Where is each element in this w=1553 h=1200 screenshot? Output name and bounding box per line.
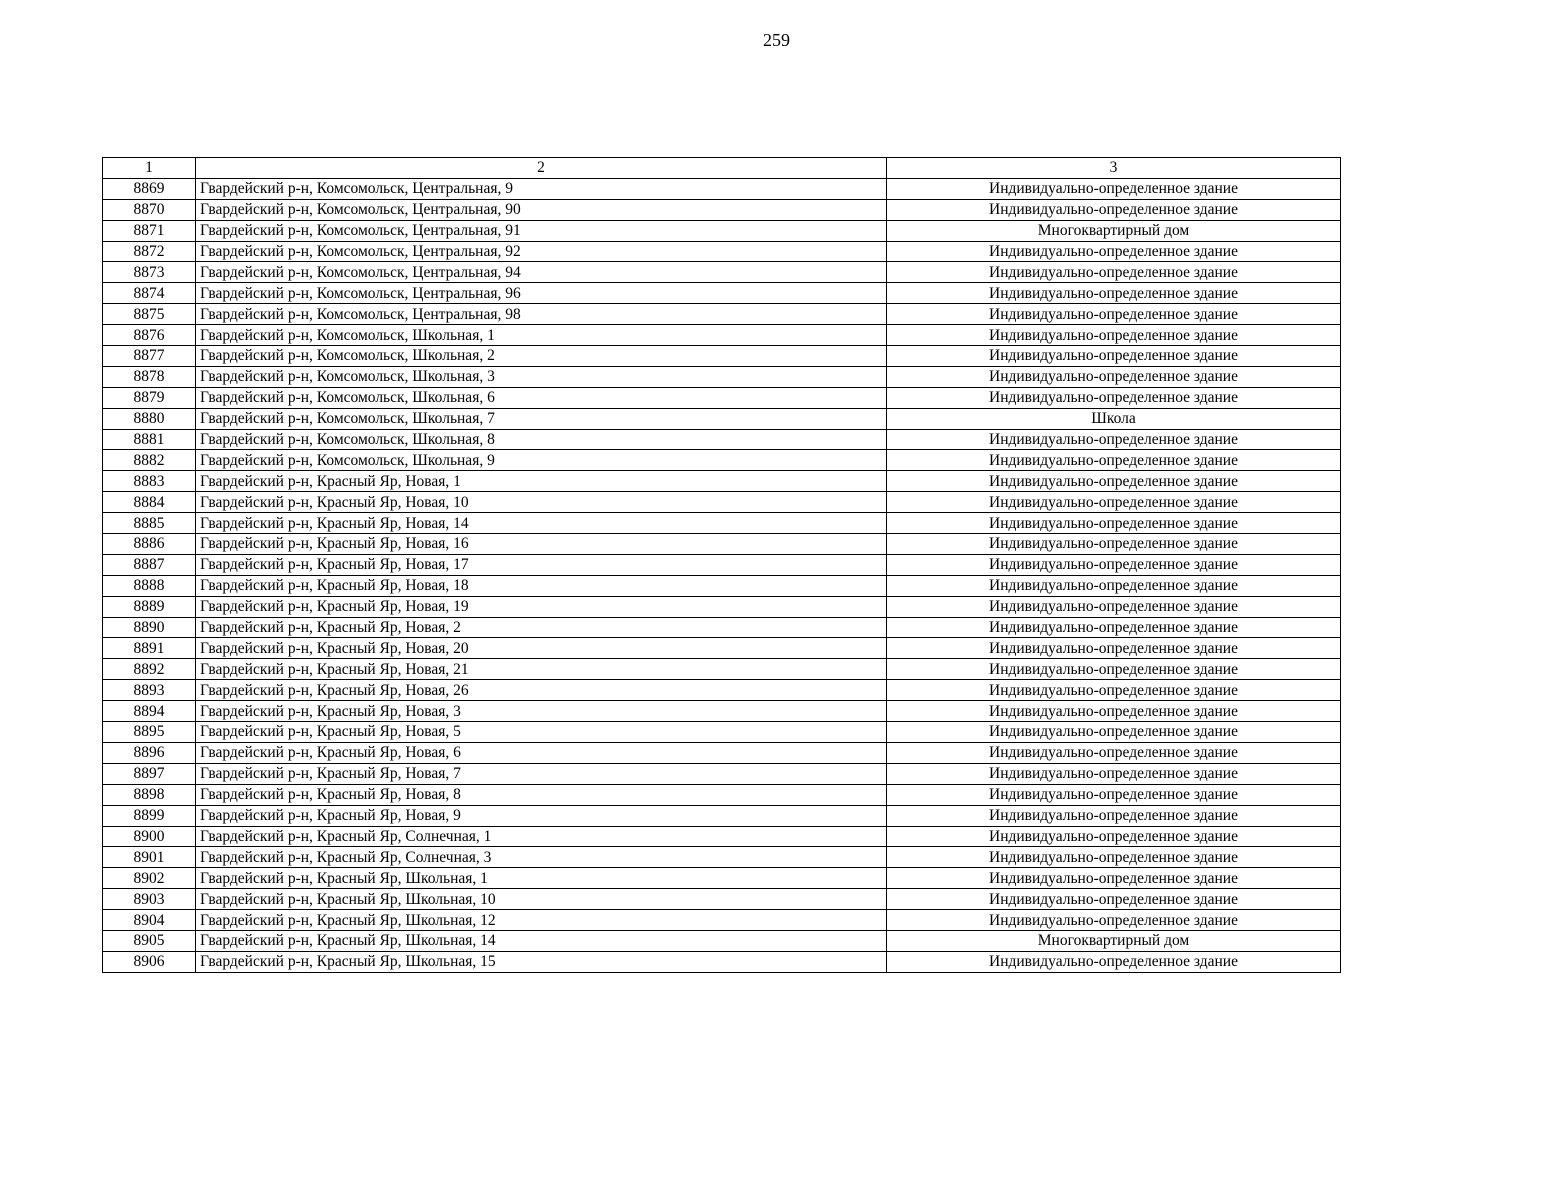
table-row (103, 199, 1341, 220)
table-row (103, 325, 1341, 346)
row-number-cell: 8890 (103, 617, 196, 638)
address-cell: Гвардейский р-н, Комсомольск, Центральная, 92 (196, 241, 887, 262)
row-number-cell: 8902 (103, 868, 196, 889)
object-type-cell: Школа (887, 408, 1341, 429)
row-number-cell: 8884 (103, 492, 196, 513)
object-type-cell: Индивидуально-определенное здание (887, 304, 1341, 325)
address-cell: Гвардейский р-н, Комсомольск, Школьная, 3 (196, 366, 887, 387)
table-row (103, 492, 1341, 513)
object-type-cell: Индивидуально-определенное здание (887, 826, 1341, 847)
object-type-cell: Индивидуально-определенное здание (887, 722, 1341, 743)
row-number-cell: 8888 (103, 575, 196, 596)
table-row (103, 262, 1341, 283)
address-cell: Гвардейский р-н, Красный Яр, Новая, 3 (196, 701, 887, 722)
object-type-cell: Индивидуально-определенное здание (887, 784, 1341, 805)
table-row (103, 930, 1341, 951)
table-row (103, 575, 1341, 596)
object-type-cell: Индивидуально-определенное здание (887, 617, 1341, 638)
object-type-cell: Индивидуально-определенное здание (887, 241, 1341, 262)
address-cell: Гвардейский р-н, Красный Яр, Новая, 20 (196, 638, 887, 659)
table-row (103, 596, 1341, 617)
row-number-cell: 8872 (103, 241, 196, 262)
row-number-cell: 8895 (103, 722, 196, 743)
address-cell: Гвардейский р-н, Комсомольск, Центральная, 91 (196, 220, 887, 241)
row-number-cell: 8899 (103, 805, 196, 826)
row-number-cell: 8894 (103, 701, 196, 722)
row-number-cell: 8881 (103, 429, 196, 450)
row-number-cell: 8874 (103, 283, 196, 304)
table-row (103, 951, 1341, 972)
object-type-cell: Индивидуально-определенное здание (887, 283, 1341, 304)
row-number-cell: 8886 (103, 534, 196, 555)
address-cell: Гвардейский р-н, Комсомольск, Школьная, 1 (196, 325, 887, 346)
object-type-cell: Индивидуально-определенное здание (887, 325, 1341, 346)
address-cell: Гвардейский р-н, Красный Яр, Новая, 18 (196, 575, 887, 596)
row-number-cell: 8879 (103, 387, 196, 408)
table-row (103, 178, 1341, 199)
address-cell: Гвардейский р-н, Красный Яр, Новая, 10 (196, 492, 887, 513)
row-number-cell: 8871 (103, 220, 196, 241)
object-type-cell: Индивидуально-определенное здание (887, 847, 1341, 868)
object-type-cell: Индивидуально-определенное здание (887, 450, 1341, 471)
row-number-cell: 8880 (103, 408, 196, 429)
address-cell: Гвардейский р-н, Комсомольск, Центральная, 9 (196, 178, 887, 199)
object-type-cell: Многоквартирный дом (887, 930, 1341, 951)
table-row (103, 805, 1341, 826)
table-row (103, 722, 1341, 743)
table-body (103, 178, 1341, 972)
column-header-3: 3 (887, 158, 1341, 179)
table-row (103, 220, 1341, 241)
table-row (103, 784, 1341, 805)
row-number-cell: 8875 (103, 304, 196, 325)
row-number-cell: 8903 (103, 889, 196, 910)
table-row (103, 471, 1341, 492)
table-row (103, 910, 1341, 931)
object-type-cell: Индивидуально-определенное здание (887, 659, 1341, 680)
table-row (103, 847, 1341, 868)
object-type-cell: Индивидуально-определенное здание (887, 763, 1341, 784)
address-cell: Гвардейский р-н, Комсомольск, Школьная, 8 (196, 429, 887, 450)
address-cell: Гвардейский р-н, Комсомольск, Центральная, 94 (196, 262, 887, 283)
object-type-cell: Индивидуально-определенное здание (887, 262, 1341, 283)
address-cell: Гвардейский р-н, Красный Яр, Новая, 16 (196, 534, 887, 555)
object-type-cell: Индивидуально-определенное здание (887, 638, 1341, 659)
table-row (103, 408, 1341, 429)
object-type-cell: Индивидуально-определенное здание (887, 680, 1341, 701)
object-type-cell: Индивидуально-определенное здание (887, 701, 1341, 722)
table-row (103, 241, 1341, 262)
row-number-cell: 8904 (103, 910, 196, 931)
row-number-cell: 8877 (103, 346, 196, 367)
row-number-cell: 8893 (103, 680, 196, 701)
page-number: 259 (763, 30, 790, 50)
row-number-cell: 8896 (103, 742, 196, 763)
object-type-cell: Индивидуально-определенное здание (887, 492, 1341, 513)
row-number-cell: 8889 (103, 596, 196, 617)
address-cell: Гвардейский р-н, Красный Яр, Новая, 9 (196, 805, 887, 826)
object-type-cell: Индивидуально-определенное здание (887, 910, 1341, 931)
address-cell: Гвардейский р-н, Красный Яр, Солнечная, 3 (196, 847, 887, 868)
address-cell: Гвардейский р-н, Красный Яр, Школьная, 14 (196, 930, 887, 951)
address-cell: Гвардейский р-н, Комсомольск, Центральная, 90 (196, 199, 887, 220)
address-cell: Гвардейский р-н, Комсомольск, Школьная, 6 (196, 387, 887, 408)
object-type-cell: Многоквартирный дом (887, 220, 1341, 241)
row-number-cell: 8901 (103, 847, 196, 868)
address-cell: Гвардейский р-н, Комсомольск, Школьная, 2 (196, 346, 887, 367)
address-cell: Гвардейский р-н, Красный Яр, Новая, 8 (196, 784, 887, 805)
address-cell: Гвардейский р-н, Комсомольск, Школьная, 9 (196, 450, 887, 471)
table-row (103, 701, 1341, 722)
address-cell: Гвардейский р-н, Красный Яр, Школьная, 15 (196, 951, 887, 972)
row-number-cell: 8892 (103, 659, 196, 680)
object-type-cell: Индивидуально-определенное здание (887, 868, 1341, 889)
address-cell: Гвардейский р-н, Комсомольск, Школьная, 7 (196, 408, 887, 429)
object-type-cell: Индивидуально-определенное здание (887, 742, 1341, 763)
address-cell: Гвардейский р-н, Красный Яр, Школьная, 1 (196, 868, 887, 889)
row-number-cell: 8891 (103, 638, 196, 659)
table-row (103, 450, 1341, 471)
table-row (103, 680, 1341, 701)
address-cell: Гвардейский р-н, Красный Яр, Новая, 5 (196, 722, 887, 743)
object-type-cell: Индивидуально-определенное здание (887, 366, 1341, 387)
row-number-cell: 8883 (103, 471, 196, 492)
address-cell: Гвардейский р-н, Красный Яр, Новая, 7 (196, 763, 887, 784)
address-cell: Гвардейский р-н, Красный Яр, Школьная, 12 (196, 910, 887, 931)
address-cell: Гвардейский р-н, Комсомольск, Центральная, 96 (196, 283, 887, 304)
row-number-cell: 8887 (103, 554, 196, 575)
table-row (103, 554, 1341, 575)
object-type-cell: Индивидуально-определенное здание (887, 199, 1341, 220)
row-number-cell: 8900 (103, 826, 196, 847)
address-cell: Гвардейский р-н, Красный Яр, Новая, 6 (196, 742, 887, 763)
address-cell: Гвардейский р-н, Комсомольск, Центральная, 98 (196, 304, 887, 325)
object-type-cell: Индивидуально-определенное здание (887, 178, 1341, 199)
object-type-cell: Индивидуально-определенное здание (887, 471, 1341, 492)
address-cell: Гвардейский р-н, Красный Яр, Новая, 2 (196, 617, 887, 638)
object-type-cell: Индивидуально-определенное здание (887, 534, 1341, 555)
table-row (103, 868, 1341, 889)
address-cell: Гвардейский р-н, Красный Яр, Новая, 17 (196, 554, 887, 575)
row-number-cell: 8885 (103, 513, 196, 534)
row-number-cell: 8878 (103, 366, 196, 387)
table-row (103, 826, 1341, 847)
row-number-cell: 8869 (103, 178, 196, 199)
table-row (103, 304, 1341, 325)
object-type-cell: Индивидуально-определенное здание (887, 513, 1341, 534)
table-row (103, 617, 1341, 638)
row-number-cell: 8906 (103, 951, 196, 972)
row-number-cell: 8870 (103, 199, 196, 220)
address-cell: Гвардейский р-н, Красный Яр, Солнечная, 1 (196, 826, 887, 847)
table-row (103, 387, 1341, 408)
address-cell: Гвардейский р-н, Красный Яр, Школьная, 10 (196, 889, 887, 910)
object-type-cell: Индивидуально-определенное здание (887, 805, 1341, 826)
object-type-cell: Индивидуально-определенное здание (887, 951, 1341, 972)
object-type-cell: Индивидуально-определенное здание (887, 554, 1341, 575)
address-cell: Гвардейский р-н, Красный Яр, Новая, 1 (196, 471, 887, 492)
object-type-cell: Индивидуально-определенное здание (887, 346, 1341, 367)
table-row (103, 763, 1341, 784)
table-row (103, 638, 1341, 659)
row-number-cell: 8873 (103, 262, 196, 283)
table-row (103, 513, 1341, 534)
table-row (103, 346, 1341, 367)
column-header-2: 2 (196, 158, 887, 179)
address-cell: Гвардейский р-н, Красный Яр, Новая, 21 (196, 659, 887, 680)
row-number-cell: 8905 (103, 930, 196, 951)
row-number-cell: 8897 (103, 763, 196, 784)
object-type-cell: Индивидуально-определенное здание (887, 575, 1341, 596)
object-type-cell: Индивидуально-определенное здание (887, 429, 1341, 450)
table-row (103, 742, 1341, 763)
object-type-cell: Индивидуально-определенное здание (887, 387, 1341, 408)
table-row (103, 283, 1341, 304)
object-type-cell: Индивидуально-определенное здание (887, 889, 1341, 910)
table-row (103, 534, 1341, 555)
column-header-1: 1 (103, 158, 196, 179)
property-registry-table (102, 157, 1341, 973)
row-number-cell: 8876 (103, 325, 196, 346)
address-cell: Гвардейский р-н, Красный Яр, Новая, 26 (196, 680, 887, 701)
table-row (103, 659, 1341, 680)
address-cell: Гвардейский р-н, Красный Яр, Новая, 14 (196, 513, 887, 534)
address-cell: Гвардейский р-н, Красный Яр, Новая, 19 (196, 596, 887, 617)
table-row (103, 366, 1341, 387)
row-number-cell: 8882 (103, 450, 196, 471)
table-row (103, 429, 1341, 450)
table-header-row (103, 158, 1341, 179)
row-number-cell: 8898 (103, 784, 196, 805)
table-row (103, 889, 1341, 910)
object-type-cell: Индивидуально-определенное здание (887, 596, 1341, 617)
